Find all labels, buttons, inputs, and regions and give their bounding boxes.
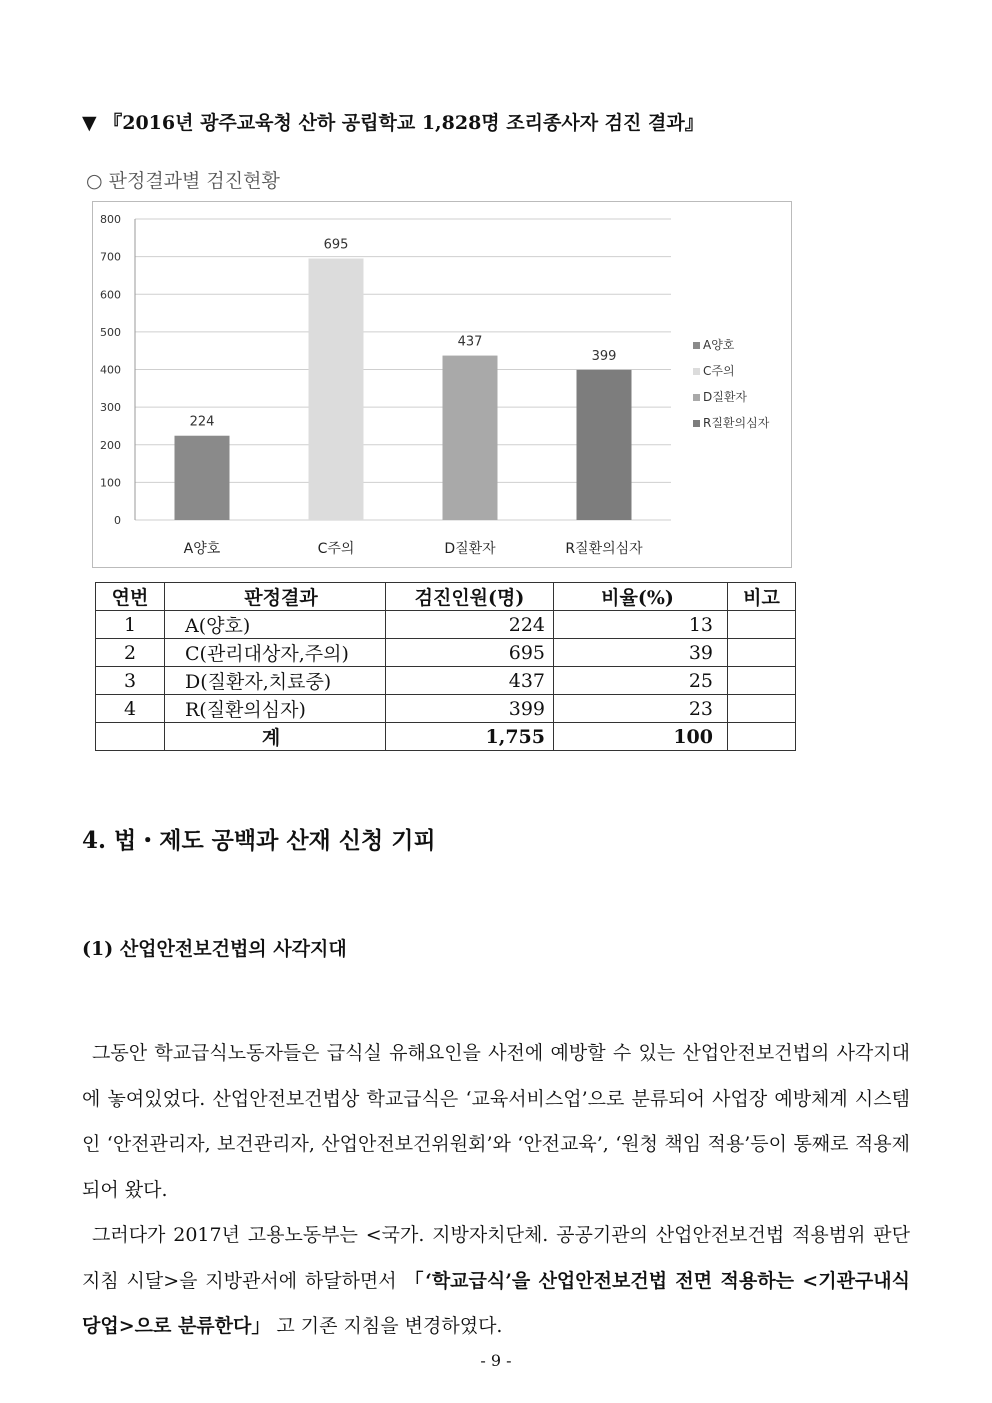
cell-total-count: 1,755 bbox=[386, 723, 554, 751]
cell-count: 695 bbox=[386, 639, 554, 667]
legend-label: D질환자 bbox=[703, 390, 748, 404]
legend-label: C주의 bbox=[703, 364, 735, 378]
table-row bbox=[96, 667, 796, 695]
result-table bbox=[95, 582, 796, 751]
cell-count: 437 bbox=[386, 667, 554, 695]
header-count: 검진인원(명) bbox=[386, 583, 554, 611]
cell-ratio: 23 bbox=[554, 695, 728, 723]
bar bbox=[309, 259, 364, 520]
cell-note bbox=[728, 667, 796, 695]
legend-label: A양호 bbox=[703, 338, 735, 352]
x-tick-label: C주의 bbox=[317, 541, 355, 557]
cell-ratio: 13 bbox=[554, 611, 728, 639]
cell-count: 224 bbox=[386, 611, 554, 639]
cell-result: A(양호) bbox=[165, 611, 386, 639]
y-tick-label: 0 bbox=[114, 514, 121, 527]
header-ratio: 비율(%) bbox=[554, 583, 728, 611]
table-row bbox=[96, 611, 796, 639]
chart-svg bbox=[93, 202, 793, 569]
legend-swatch bbox=[693, 420, 700, 427]
cell-ratio: 39 bbox=[554, 639, 728, 667]
y-tick-label: 400 bbox=[100, 363, 121, 377]
y-tick-label: 500 bbox=[100, 325, 121, 339]
y-tick-label: 200 bbox=[100, 438, 121, 452]
paragraph-text-end: 고 기존 지침을 변경하였다. bbox=[270, 1315, 503, 1337]
y-tick-label: 300 bbox=[100, 401, 121, 415]
cell-no: 3 bbox=[96, 667, 165, 695]
cell-note bbox=[728, 611, 796, 639]
cell-no: 4 bbox=[96, 695, 165, 723]
cell-no: 2 bbox=[96, 639, 165, 667]
x-tick-label: A양호 bbox=[183, 541, 221, 557]
bar-chart bbox=[92, 201, 792, 568]
cell-result: D(질환자,치료중) bbox=[165, 667, 386, 695]
paragraph-emphasis: 「‘학교급식’을 산업안전보건법 전면 적용하는 <기관구내식당업>으로 분류한다」 bbox=[82, 1269, 910, 1337]
table-header-row bbox=[96, 583, 796, 611]
cell-no: 1 bbox=[96, 611, 165, 639]
paragraph-text: 그동안 학교급식노동자들은 급식실 유해요인을 사전에 예방할 수 있는 산업안전보건법의 사각지대에 놓여있었다. 산업안전보건법상 학교급식은 ‘교육서비스업’으로 분류되어 사업장 예방체계 시스템인 ‘안전관리자, 보건관리자, 산업안전보건위원회’와 ‘안전교육’, ‘원청 책임 적용’등이 통째로 적용제되어 왔다. bbox=[82, 1042, 910, 1201]
table-row bbox=[96, 639, 796, 667]
bar bbox=[443, 356, 498, 520]
data-label: 399 bbox=[591, 348, 617, 364]
cell-no bbox=[96, 723, 165, 751]
cell-count: 399 bbox=[386, 695, 554, 723]
cell-ratio: 25 bbox=[554, 667, 728, 695]
bar bbox=[175, 436, 230, 520]
table-total-row bbox=[96, 723, 796, 751]
bar bbox=[577, 370, 632, 520]
x-tick-label: D질환자 bbox=[444, 541, 496, 557]
cell-note bbox=[728, 695, 796, 723]
page-number: - 9 - bbox=[480, 1351, 512, 1370]
paragraph-text: 그러다가 2017년 고용노동부는 <국가. 지방자치단체. 공공기관의 산업안전보건법 적용범위 판단 지침 시달>을 지방관서에 하달하면서 bbox=[82, 1224, 910, 1292]
cell-note bbox=[728, 639, 796, 667]
cell-result: R(질환의심자) bbox=[165, 695, 386, 723]
cell-result: C(관리대상자,주의) bbox=[165, 639, 386, 667]
section-title: 4. 법・제도 공백과 산재 신청 기피 bbox=[82, 827, 436, 854]
data-label: 224 bbox=[189, 414, 215, 430]
cell-note bbox=[728, 723, 796, 751]
y-tick-label: 700 bbox=[100, 250, 121, 264]
legend-label: R질환의심자 bbox=[703, 416, 770, 430]
cell-total-ratio: 100 bbox=[554, 723, 728, 751]
document-heading: ▼ 『2016년 광주교육청 산하 공립학교 1,828명 조리종사자 검진 결과』 bbox=[82, 112, 704, 134]
data-label: 695 bbox=[323, 237, 349, 253]
legend-swatch bbox=[693, 342, 700, 349]
y-tick-label: 600 bbox=[100, 288, 121, 302]
paragraph bbox=[82, 1213, 910, 1350]
subsection-title: (1) 산업안전보건법의 사각지대 bbox=[82, 938, 347, 960]
y-tick-label: 800 bbox=[100, 213, 121, 226]
table-row bbox=[96, 695, 796, 723]
y-tick-label: 100 bbox=[100, 476, 121, 490]
legend-swatch bbox=[693, 394, 700, 401]
data-label: 437 bbox=[457, 334, 483, 350]
chart-caption: ○ 판정결과별 검진현황 bbox=[86, 170, 280, 192]
header-note: 비고 bbox=[728, 583, 796, 611]
cell-total-label: 계 bbox=[165, 723, 386, 751]
paragraph bbox=[82, 1031, 910, 1213]
x-tick-label: R질환의심자 bbox=[565, 541, 643, 557]
header-result: 판정결과 bbox=[165, 583, 386, 611]
legend-swatch bbox=[693, 368, 700, 375]
header-no: 연번 bbox=[96, 583, 165, 611]
